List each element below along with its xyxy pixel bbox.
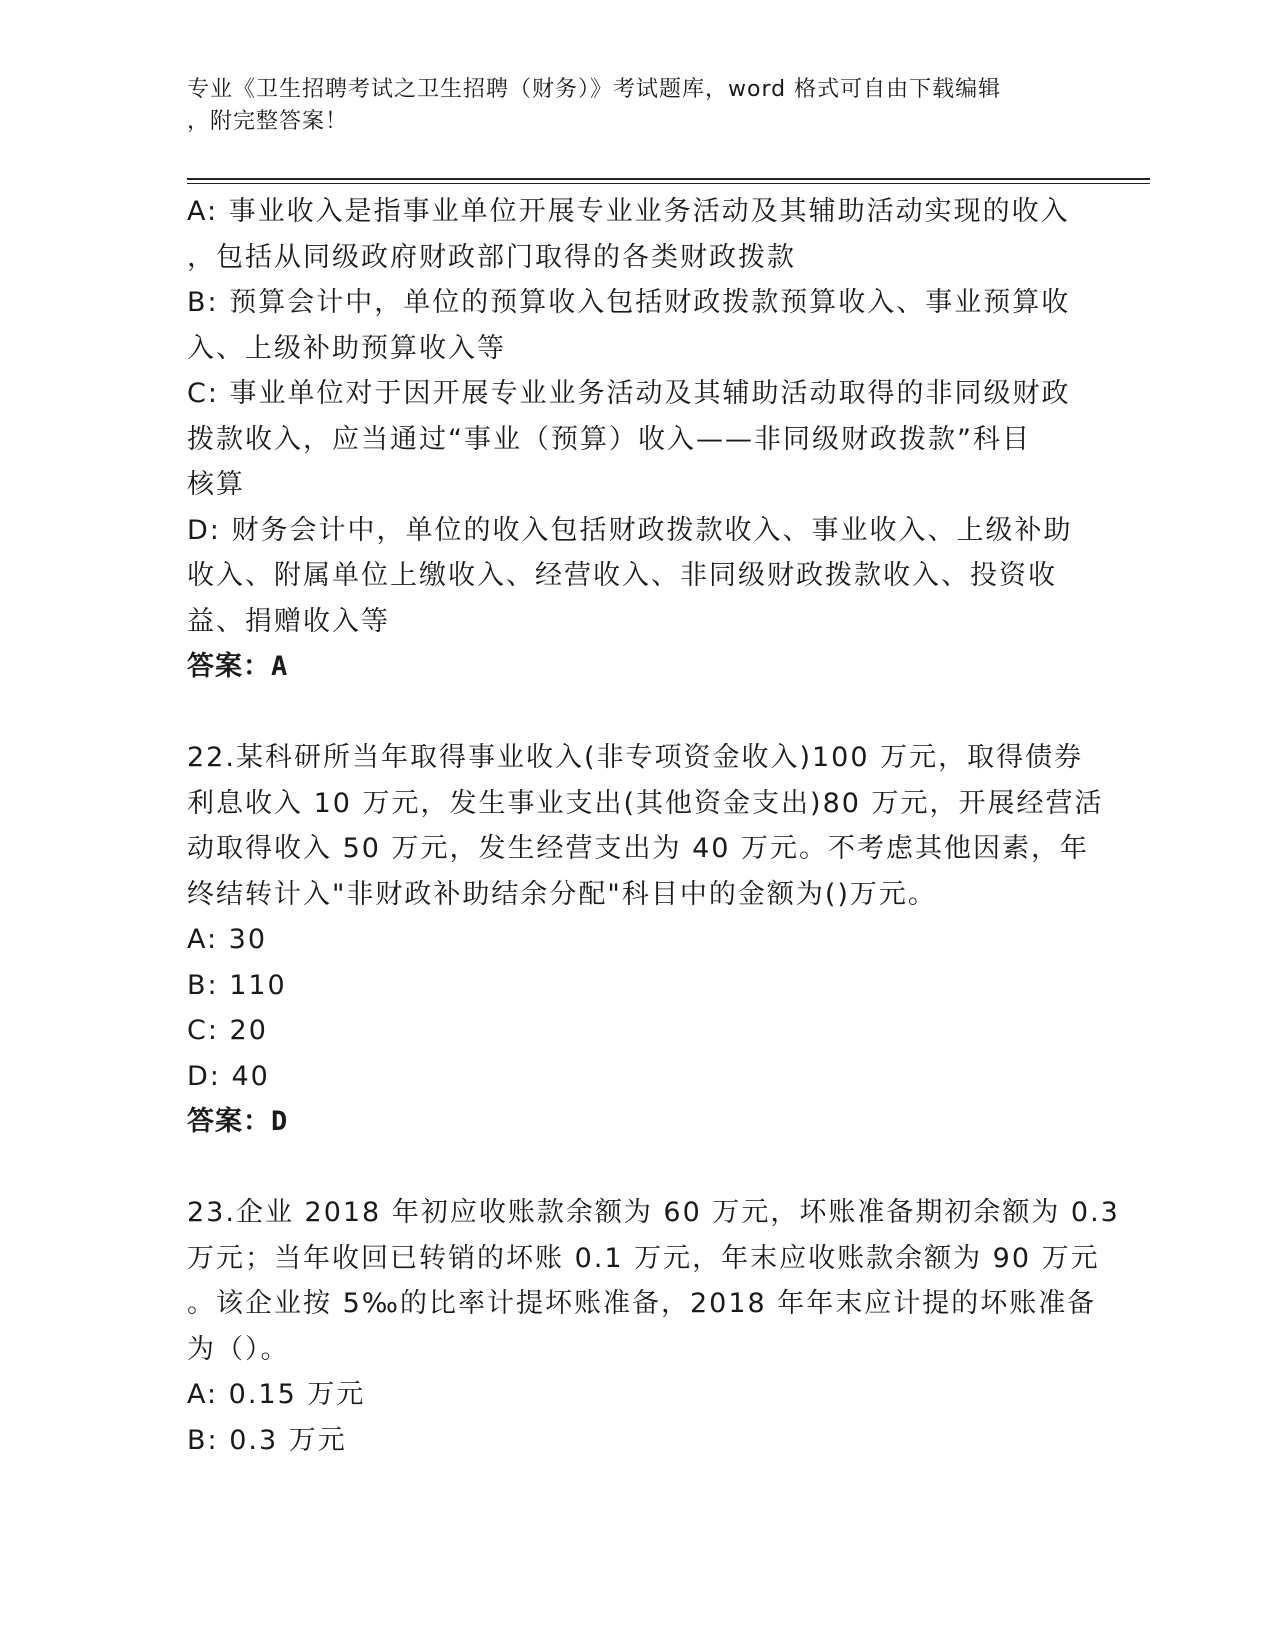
header-rule-thick [187, 178, 1150, 180]
option-d [187, 508, 1077, 645]
option-a [187, 189, 1077, 280]
option-line: 收入、附属单位上缴收入、经营收入、非同级财政拨款收入、投资收 [187, 560, 1057, 591]
answer-value: A [271, 651, 289, 682]
option-line: 入、上级补助预算收入等 [187, 332, 506, 364]
question-23 [187, 1190, 1120, 1463]
option-line: ，包括从同级政府财政部门取得的各类财政拨款 [187, 241, 796, 273]
option-b: B: 110 [187, 969, 287, 1001]
option-line: 益、捐赠收入等 [187, 605, 390, 637]
document-header [187, 74, 1087, 138]
option-line: 拨款收入，应当通过“事业（预算）收入——非同级财政拨款”科目 [187, 423, 1031, 455]
spacer [187, 1145, 1077, 1191]
question-stem-line: 万元；当年收回已转销的坏账 0.1 万元，年末应收账款余额为 90 万元 [187, 1242, 1100, 1274]
question-stem-line: 23.企业 2018 年初应收账款余额为 60 万元，坏账准备期初余额为 0.3 [187, 1197, 1120, 1228]
answer-value: D [271, 1106, 289, 1137]
option-line: B: 预算会计中，单位的预算收入包括财政拨款预算收入、事业预算收 [187, 287, 1071, 318]
question-stem-line: 22.某科研所当年取得事业收入(非专项资金收入)100 万元，取得债券 [187, 742, 1084, 773]
option-b [187, 280, 1077, 371]
header-line-2: ，附完整答案！ [187, 109, 349, 134]
answer [187, 1099, 1077, 1145]
option-a: A: 30 [187, 924, 268, 955]
answer [187, 644, 1077, 690]
spacer [187, 690, 1077, 736]
question-stem-line: 。该企业按 5‰的比率计提坏账准备，2018 年年末应计提的坏账准备 [187, 1288, 1097, 1319]
question-stem-line: 动取得收入 50 万元，发生经营支出为 40 万元。不考虑其他因素，年 [187, 833, 1090, 864]
document-body [187, 189, 1120, 1463]
option-c [187, 371, 1077, 508]
question-stem-line: 为（）。 [187, 1333, 290, 1365]
option-line: A: 事业收入是指事业单位开展专业业务活动及其辅助活动实现的收入 [187, 196, 1070, 227]
answer-label: 答案： [187, 651, 271, 682]
question-stem-line: 利息收入 10 万元，发生事业支出(其他资金支出)80 万元，开展经营活 [187, 787, 1104, 819]
option-a: A: 0.15 万元 [187, 1379, 366, 1410]
question-stem-line: 终结转计入"非财政补助结余分配"科目中的金额为()万元。 [187, 878, 937, 910]
header-line-1: 专业《卫生招聘考试之卫生招聘（财务）》考试题库，word 格式可自由下载编辑 [187, 77, 1002, 102]
option-d: D: 40 [187, 1060, 270, 1092]
question-22 [187, 735, 1104, 1145]
option-c: C: 20 [187, 1015, 268, 1046]
option-b: B: 0.3 万元 [187, 1424, 347, 1456]
option-line: 核算 [187, 469, 245, 500]
option-line: D: 财务会计中，单位的收入包括财政拨款收入、事业收入、上级补助 [187, 514, 1073, 546]
answer-label: 答案： [187, 1106, 271, 1137]
header-rule-thin [187, 183, 1150, 184]
prev-question [187, 189, 1077, 690]
option-line: C: 事业单位对于因开展专业业务活动及其辅助活动取得的非同级财政 [187, 378, 1071, 409]
